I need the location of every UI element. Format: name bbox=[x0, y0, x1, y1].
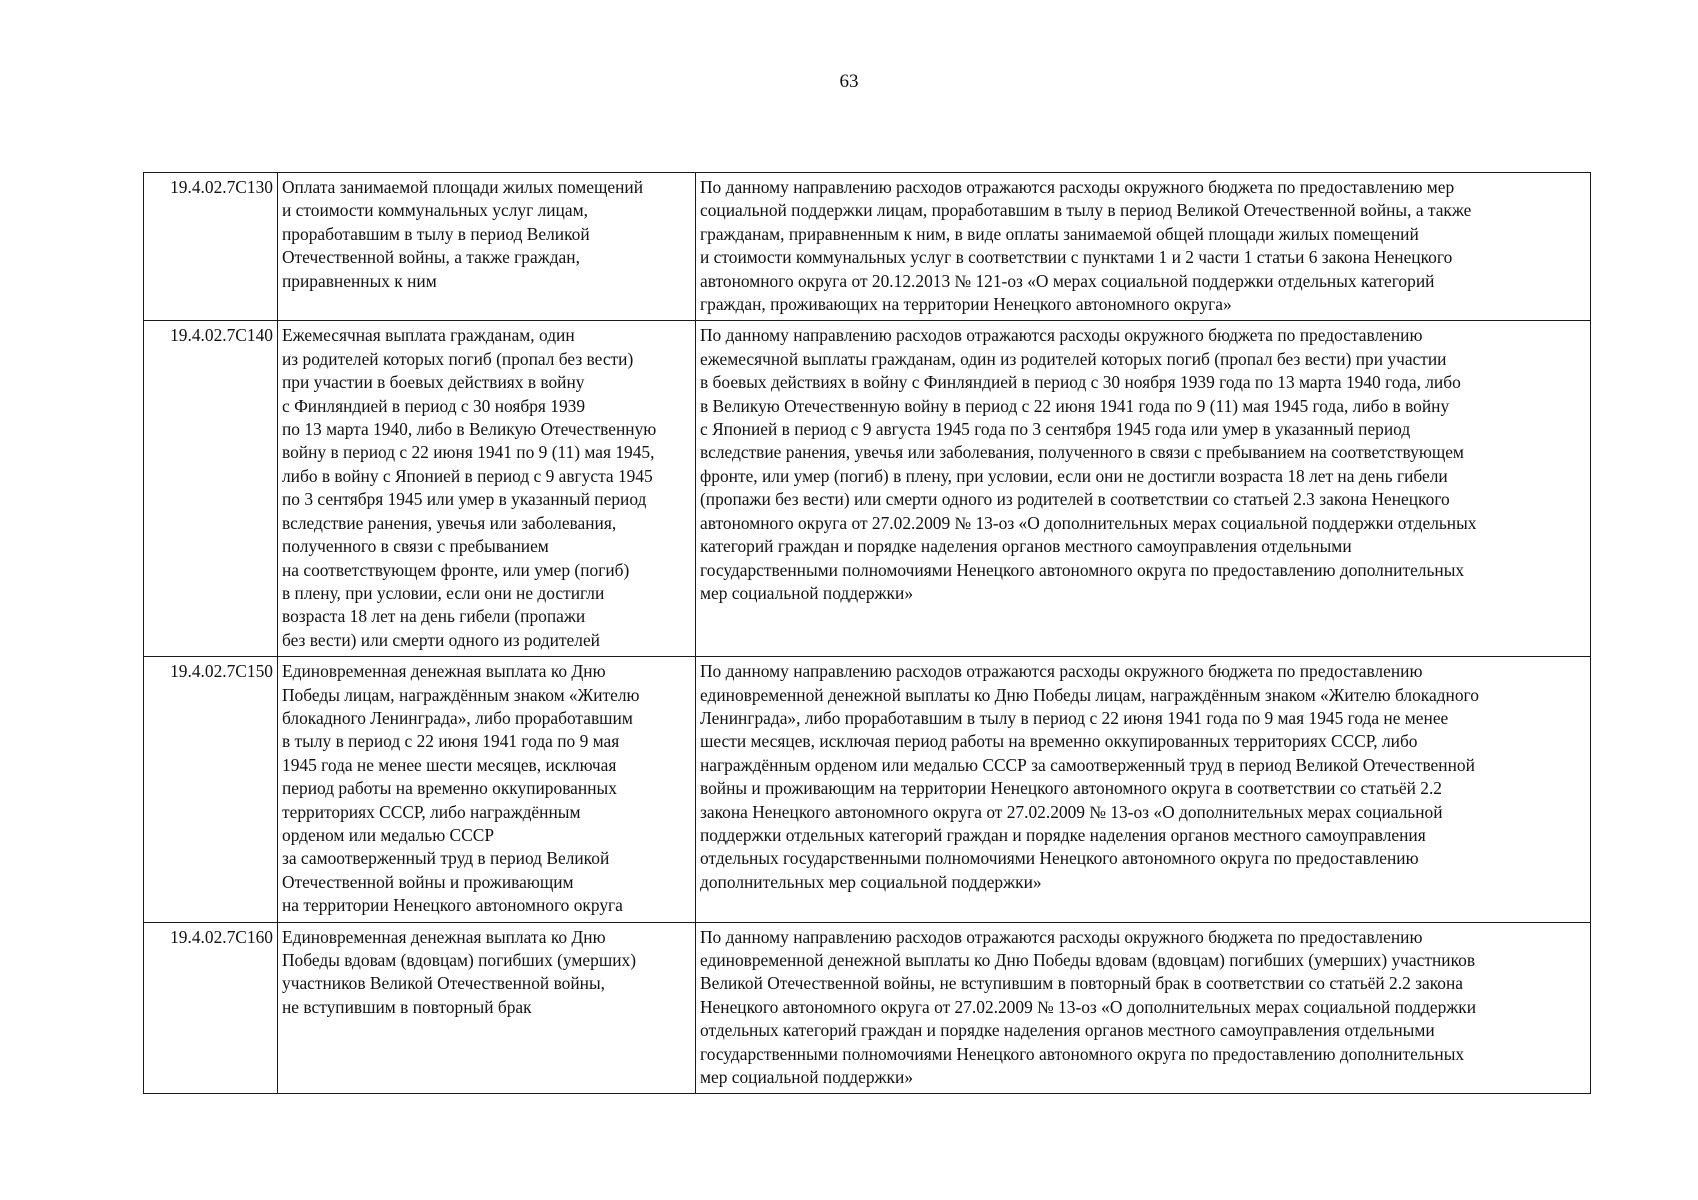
expense-name-line: проработавшим в тылу в период Великой bbox=[282, 223, 590, 244]
expense-description-line: По данному направлению расходов отражаются расходы окружного бюджета по предоставлению bbox=[700, 926, 1423, 947]
expense-name-line: Отечественной войны и проживающим bbox=[282, 871, 574, 892]
expense-name-line: и стоимости коммунальных услуг лицам, bbox=[282, 200, 588, 221]
expense-description-cell bbox=[696, 321, 1591, 657]
expense-name-line: период работы на временно оккупированных bbox=[282, 778, 617, 799]
expense-name-line: полученного в связи с пребыванием bbox=[282, 536, 549, 557]
expense-description-line: единовременной денежной выплаты ко Дню Победы лицам, награждённым знаком «Жителю блокадного bbox=[700, 684, 1479, 705]
expense-description-line: войны и проживающим на территории Ненецкого автономного округа в соответствии со статьёй 2.2 bbox=[700, 778, 1443, 799]
expense-codes-table bbox=[143, 172, 1591, 1094]
expense-description-line: в боевых действиях в войну с Финляндией в период с 30 ноября 1939 года по 13 марта 1940 года, либо bbox=[700, 372, 1461, 393]
expense-description-line: Великой Отечественной войны, не вступившим в повторный брак в соответствии со статьёй 2.2 закона bbox=[700, 973, 1463, 994]
expense-name-cell bbox=[278, 321, 696, 657]
expense-description-line: (пропажи без вести) или смерти одного из родителей в соответствии со статьей 2.3 закона Ненецкого bbox=[700, 489, 1450, 510]
expense-name-line: Отечественной войны, а также граждан, bbox=[282, 247, 580, 268]
expense-description-line: шести месяцев, исключая период работы на временно оккупированных территориях СССР, либо bbox=[700, 731, 1418, 752]
expense-name-line: без вести) или смерти одного из родителей bbox=[282, 629, 600, 650]
expense-description-cell bbox=[696, 922, 1591, 1094]
expense-name-line: не вступившим в повторный брак bbox=[282, 996, 532, 1017]
expense-description-line: отдельных категорий граждан и порядке наделения органов местного самоуправления отдельными bbox=[700, 1020, 1435, 1041]
expense-description-line: единовременной денежной выплаты ко Дню Победы вдовам (вдовцам) погибших (умерших) участников bbox=[700, 950, 1476, 970]
expense-description-cell bbox=[696, 173, 1591, 321]
expense-description-line: Ленинграда», либо проработавшим в тылу в период с 22 июня 1941 года по 9 мая 1945 года не менее bbox=[700, 707, 1449, 728]
expense-name-cell bbox=[278, 657, 696, 922]
expense-name-line: Оплата занимаемой площади жилых помещений bbox=[282, 177, 644, 197]
expense-name-line: по 3 сентября 1945 или умер в указанный период bbox=[282, 489, 647, 510]
table-row bbox=[144, 321, 1591, 657]
expense-description-line: поддержки отдельных категорий граждан и порядке наделения органов местного самоуправления bbox=[700, 824, 1426, 845]
table-row bbox=[144, 922, 1591, 1094]
page-number: 63 bbox=[839, 71, 859, 92]
expense-name-line: из родителей которых погиб (пропал без вести) bbox=[282, 348, 634, 369]
expense-description-line: государственными полномочиями Ненецкого автономного округа по предоставлению дополнительных bbox=[700, 1043, 1465, 1064]
expense-description-line: закона Ненецкого автономного округа от 27.02.2009 № 13-оз «О дополнительных мерах социальной bbox=[700, 801, 1443, 822]
table-row bbox=[144, 657, 1591, 922]
expense-description-line: отдельных государственными полномочиями Ненецкого автономного округа по предоставлению bbox=[700, 848, 1419, 869]
expense-description-line: награждённым орденом или медалью СССР за самоотверженный труд в период Великой Отечественной bbox=[700, 754, 1475, 775]
expense-name-line: 1945 года не менее шести месяцев, исключая bbox=[282, 754, 617, 775]
expense-description-line: в Великую Отечественную войну в период с 22 июня 1941 года по 9 (11) мая 1945 года, либо в войну bbox=[700, 395, 1450, 416]
expense-name-line: за самоотверженный труд в период Великой bbox=[282, 848, 610, 869]
expense-description-line: и стоимости коммунальных услуг в соответствии с пунктами 1 и 2 части 1 статьи 6 закона Ненецкого bbox=[700, 247, 1453, 268]
expense-name-line: с Финляндией в период с 30 ноября 1939 bbox=[282, 395, 586, 416]
expense-description-line: категорий граждан и порядке наделения органов местного самоуправления отдельными bbox=[700, 536, 1352, 557]
expense-description-line: дополнительных мер социальной поддержки» bbox=[700, 871, 1042, 892]
expense-name-line: войну в период с 22 июня 1941 по 9 (11) мая 1945, bbox=[282, 442, 655, 463]
expense-name-line: Победы вдовам (вдовцам) погибших (умерших) bbox=[282, 950, 637, 970]
expense-name-line: блокадного Ленинграда», либо проработавшим bbox=[282, 707, 633, 728]
expense-name-line: в тылу в период с 22 июня 1941 года по 9 мая bbox=[282, 731, 620, 752]
expense-description-line: По данному направлению расходов отражаются расходы окружного бюджета по предоставлению мер bbox=[700, 177, 1455, 197]
expense-name-line: Ежемесячная выплата гражданам, один bbox=[282, 325, 575, 346]
table-body bbox=[144, 173, 1591, 1094]
expense-code-cell: 19.4.02.7С160 bbox=[144, 922, 278, 1094]
expense-code-cell: 19.4.02.7С130 bbox=[144, 173, 278, 321]
expense-name-line: Единовременная денежная выплата ко Дню bbox=[282, 661, 606, 682]
expense-description-line: По данному направлению расходов отражаются расходы окружного бюджета по предоставлению bbox=[700, 661, 1423, 682]
expense-name-line: территориях СССР, либо награждённым bbox=[282, 801, 581, 822]
expense-description-line: с Японией в период с 9 августа 1945 года по 3 сентября 1945 года или умер в указанный период bbox=[700, 419, 1411, 440]
expense-name-line: Единовременная денежная выплата ко Дню bbox=[282, 926, 606, 947]
expense-name-line: возраста 18 лет на день гибели (пропажи bbox=[282, 606, 586, 627]
expense-description-line: По данному направлению расходов отражаются расходы окружного бюджета по предоставлению bbox=[700, 325, 1423, 346]
expense-name-line: либо в войну с Японией в период с 9 августа 1945 bbox=[282, 465, 653, 486]
expense-description-line: гражданам, приравненным к ним, в виде оплаты занимаемой общей площади жилых помещений bbox=[700, 223, 1419, 244]
expense-name-line: вследствие ранения, увечья или заболевания, bbox=[282, 512, 617, 533]
expense-name-line: на соответствующем фронте, или умер (погиб) bbox=[282, 559, 630, 580]
expense-description-line: социальной поддержки лицам, проработавшим в тылу в период Великой Отечественной войны, а также bbox=[700, 200, 1472, 221]
expense-description-line: государственными полномочиями Ненецкого автономного округа по предоставлению дополнительных bbox=[700, 559, 1465, 580]
expense-description-line: автономного округа от 27.02.2009 № 13-оз «О дополнительных мерах социальной поддержки отдельных bbox=[700, 512, 1477, 533]
expense-description-line: ежемесячной выплаты гражданам, один из родителей которых погиб (пропал без вести) при участии bbox=[700, 348, 1447, 369]
expense-description-line: мер социальной поддержки» bbox=[700, 582, 914, 603]
expense-name-line: при участии в боевых действиях в войну bbox=[282, 372, 585, 393]
expense-description-line: Ненецкого автономного округа от 27.02.2009 № 13-оз «О дополнительных мерах социальной поддержки bbox=[700, 996, 1477, 1017]
expense-name-line: Победы лицам, награждённым знаком «Жителю bbox=[282, 684, 640, 705]
expense-description-cell bbox=[696, 657, 1591, 922]
expense-name-line: в плену, при условии, если они не достигли bbox=[282, 582, 605, 603]
expense-name-line: на территории Ненецкого автономного округа bbox=[282, 895, 623, 916]
expense-name-line: участников Великой Отечественной войны, bbox=[282, 973, 606, 994]
expense-code-cell: 19.4.02.7С140 bbox=[144, 321, 278, 657]
table-row bbox=[144, 173, 1591, 321]
expense-name-line: по 13 марта 1940, либо в Великую Отечественную bbox=[282, 419, 657, 440]
expense-description-line: фронте, или умер (погиб) в плену, при условии, если они не достигли возраста 18 лет на день гибели bbox=[700, 465, 1448, 486]
expense-description-line: автономного округа от 20.12.2013 № 121-оз «О мерах социальной поддержки отдельных категорий bbox=[700, 270, 1435, 291]
expense-description-line: граждан, проживающих на территории Ненецкого автономного округа» bbox=[700, 294, 1232, 315]
expense-description-line: вследствие ранения, увечья или заболевания, полученного в связи с пребыванием на соответствующем bbox=[700, 442, 1464, 463]
expense-code-cell: 19.4.02.7С150 bbox=[144, 657, 278, 922]
expense-name-cell bbox=[278, 173, 696, 321]
expense-name-cell bbox=[278, 922, 696, 1094]
expense-name-line: орденом или медалью СССР bbox=[282, 824, 495, 845]
expense-description-line: мер социальной поддержки» bbox=[700, 1067, 914, 1088]
expense-name-line: приравненных к ним bbox=[282, 270, 437, 291]
